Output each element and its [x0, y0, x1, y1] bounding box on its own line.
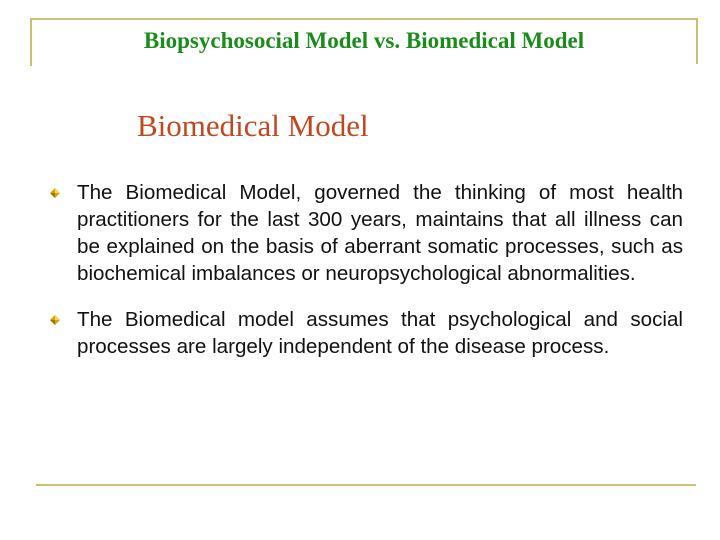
diamond-bullet-icon: [50, 188, 60, 198]
bullet-text: The Biomedical Model, governed the thinking of most health practitioners for the last 300 years, maintains that all illness can be explained on the basis of aberrant somatic processes, such as biochemical imbalances or neuropsychological abnormalities.: [77, 181, 683, 285]
bullet-text: The Biomedical model assumes that psychological and social processes are largely independent of the disease process.: [77, 308, 683, 358]
bullet-item: [50, 306, 683, 360]
section-heading: Biomedical Model: [137, 108, 369, 143]
diamond-bullet-icon: [50, 315, 60, 325]
bullet-item: [50, 179, 683, 287]
bullet-list: [50, 179, 683, 360]
slide-title: Biopsychosocial Model vs. Biomedical Model: [143, 28, 585, 53]
footer-divider: [36, 484, 696, 486]
